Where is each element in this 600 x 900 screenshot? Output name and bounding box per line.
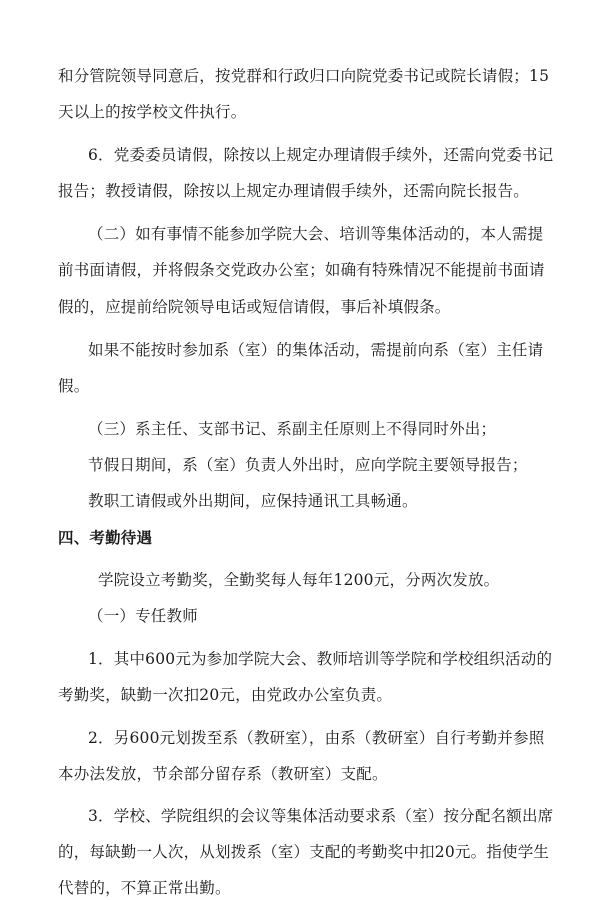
text-line: 和分管院领导同意后，按党群和行政归口向院党委书记或院长请假；15 <box>58 67 550 85</box>
text-line: 学院设立考勤奖，全勤奖每人每年1200元，分两次发放。 <box>98 571 500 589</box>
text-line: 2．另600元划拨至系（教研室），由系（教研室）自行考勤并参照 <box>88 729 545 747</box>
text-line: 报告；教授请假，除按以上规定办理请假手续外，还需向院长报告。 <box>58 182 530 200</box>
text-line: 假。 <box>58 377 90 395</box>
text-line: 考勤奖，缺勤一次扣20元，由党政办公室负责。 <box>58 686 393 704</box>
text-line: 本办法发放，节余部分留存系（教研室）支配。 <box>58 765 388 783</box>
text-line: 前书面请假，并将假条交党政办公室；如确有特殊情况不能提前书面请 <box>58 261 545 279</box>
text-line: 天以上的按学校文件执行。 <box>58 103 247 121</box>
section-heading: 四、考勤待遇 <box>58 528 153 547</box>
text-line: 3．学校、学院组织的会议等集体活动要求系（室）按分配名额出席 <box>88 807 554 825</box>
text-line: 教职工请假或外出期间，应保持通讯工具畅通。 <box>88 492 418 510</box>
text-line: 1．其中600元为参加学院大会、教师培训等学院和学校组织活动的 <box>88 650 553 668</box>
subsection-heading: （一）专任教师 <box>88 607 198 625</box>
text-line: 假的，应提前给院领导电话或短信请假，事后补填假条。 <box>58 298 451 316</box>
text-line: （三）系主任、支部书记、系副主任原则上不得同时外出； <box>88 420 497 438</box>
text-line: 的，每缺勤一人次，从划拨系（室）支配的考勤奖中扣20元。指使学生 <box>58 843 550 861</box>
text-line: （二）如有事情不能参加学院大会、培训等集体活动的，本人需提 <box>88 225 544 243</box>
text-line: 代替的，不算正常出勤。 <box>58 879 231 897</box>
text-line: 如果不能按时参加系（室）的集体活动，需提前向系（室）主任请 <box>88 341 544 359</box>
text-line: 6．党委委员请假，除按以上规定办理请假手续外，还需向党委书记 <box>88 146 554 164</box>
text-line: 节假日期间，系（室）负责人外出时，应向学院主要领导报告； <box>88 456 528 474</box>
